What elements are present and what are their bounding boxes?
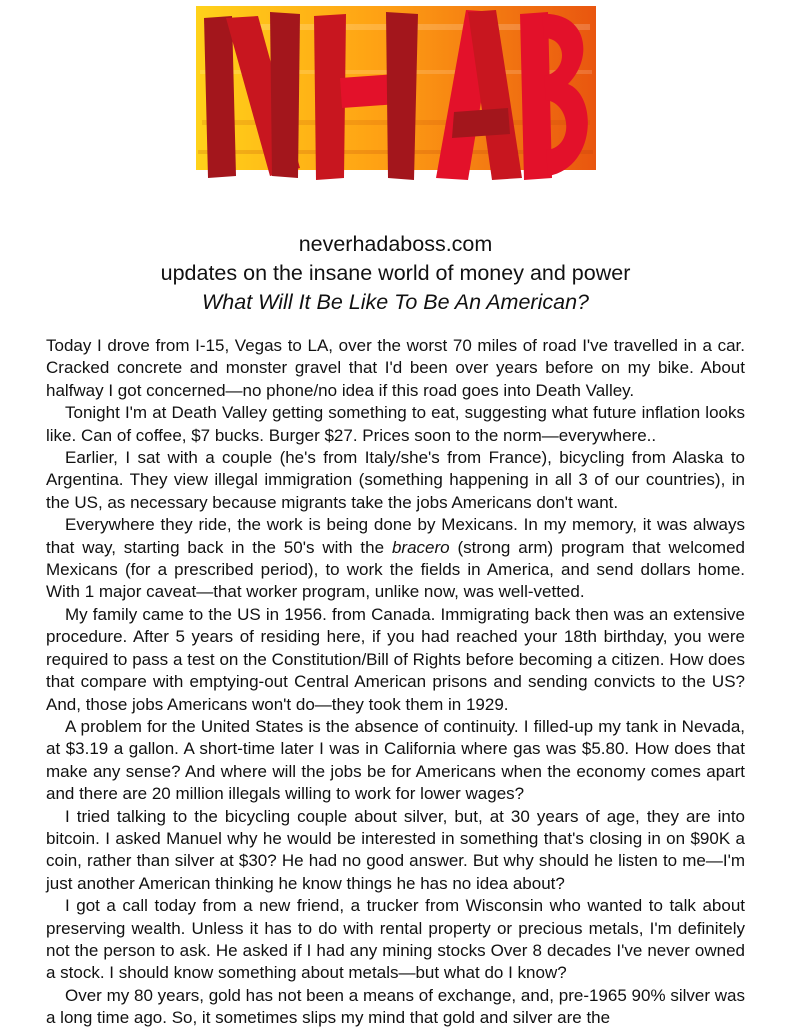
article-paragraph: My family came to the US in 1956. from Canada. Immigrating back then was an extensive procedure. After 5 years of residing here, if you had reached your 18th birthday, you were required to pass a test on the Constitution/Bill of Rights before becoming a citizen. How does that compare with emptying-out Central American prisons and sending convicts to the US? And, those jobs Americans won't do—they took them in 1929.	[46, 604, 745, 714]
article-paragraph: A problem for the United States is the absence of continuity. I filled-up my tank in Nevada, at $3.19 a gallon. A short-time later I was in California where gas was $5.80. How does that make any sense? And where will the jobs be for Americans when the economy comes apart and there are 20 million illegals willing to work for lower wages?	[46, 716, 745, 804]
site-name: neverhadaboss.com	[298, 232, 493, 256]
paragraph-text: Everywhere they ride, the work is being done by Mexicans. In my memory, it was always that way, starting back in the 50's with the	[46, 515, 745, 557]
article-paragraph: Earlier, I sat with a couple (he's from Italy/she's from France), bicycling from Alaska to Argentina. They view illegal immigration (something happening in all 3 of our countries), in the US, as necessary because migrants take the jobs Americans don't want.	[46, 448, 745, 512]
logo-letter-b	[520, 12, 588, 180]
article-paragraph: I tried talking to the bicycling couple about silver, but, at 30 years of age, they are into bitcoin. I asked Manuel why he would be interested in something that's closing in on $90K a coin, rather than silver at $30? He had no good answer. But why should he listen to me—I'm just another American thinking he know things he has no idea about?	[46, 806, 745, 893]
site-tagline: updates on the insane world of money and power	[160, 261, 631, 285]
article-headline: What Will It Be Like To Be An American?	[202, 290, 589, 314]
nhab-logo	[196, 0, 596, 184]
article-paragraph: Over my 80 years, gold has not been a means of exchange, and, pre-1965 90% silver was a long time ago. So, it sometimes slips my mind that gold and silver are the	[46, 985, 745, 1028]
masthead	[0, 230, 791, 317]
article-body	[46, 335, 745, 1030]
nhab-logo-graphic	[196, 0, 596, 184]
article-paragraph: Today I drove from I-15, Vegas to LA, over the worst 70 miles of road I've travelled in a car. Cracked concrete and monster gravel that I'd been over years before on my bike. About halfway I got concerned—no phone/no idea if this road goes into Death Valley.	[46, 336, 745, 400]
article-paragraph	[46, 514, 745, 604]
article-paragraph: Tonight I'm at Death Valley getting something to eat, suggesting what future inflation looks like. Can of coffee, $7 bucks. Burger $27. Prices soon to the norm—everywhere..	[46, 403, 745, 445]
paragraph-text: (strong arm) program that welcomed Mexicans (for a prescribed period), to work the fields in America, and send dollars home. With 1 major caveat—that worker program, unlike now, was well-vetted.	[46, 537, 745, 602]
article-paragraph: I got a call today from a new friend, a trucker from Wisconsin who wanted to talk about preserving wealth. Unless it has to do with rental property or precious metals, I'm definitely not the person to ask. He asked if I had any mining stocks Over 8 decades I've never owned a stock. I should know something about metals—but what do I know?	[46, 896, 745, 983]
emphasized-term: bracero	[391, 537, 450, 557]
